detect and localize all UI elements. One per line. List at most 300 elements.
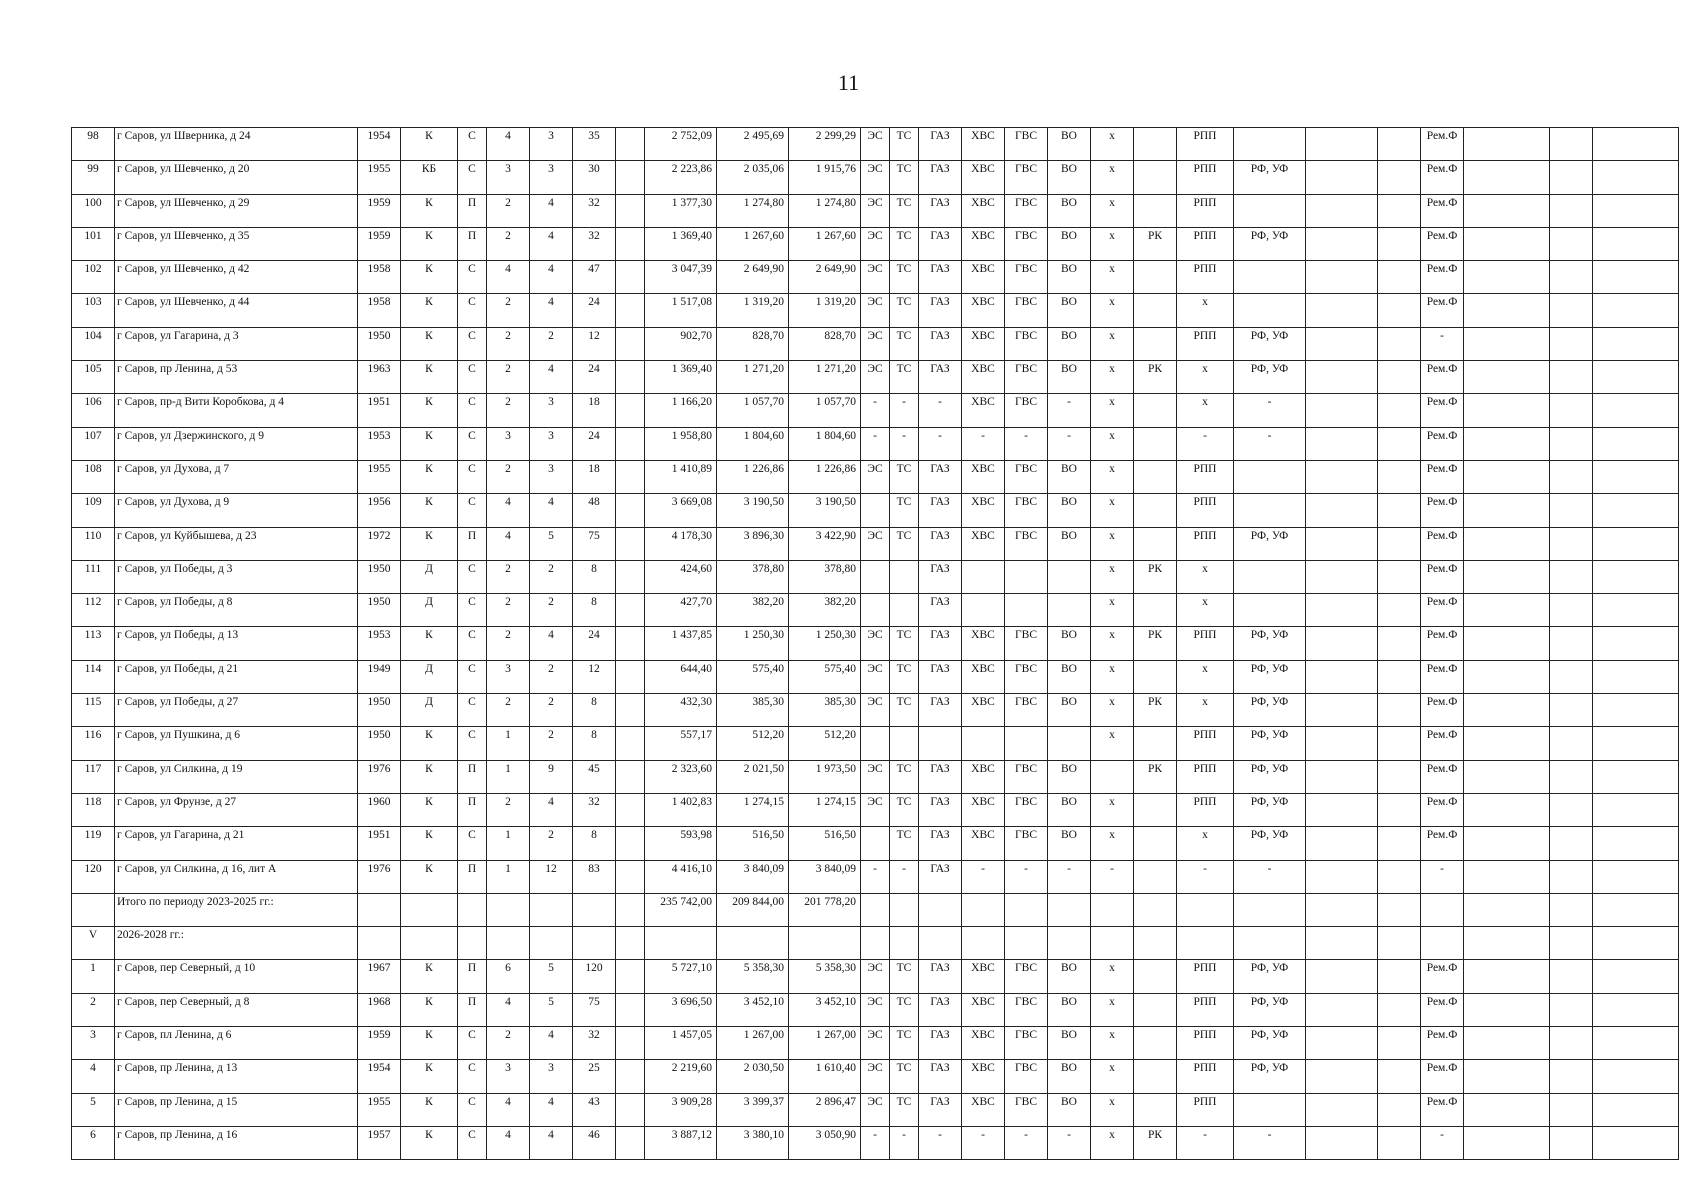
cell-area_total: 1 437,85 <box>645 627 717 660</box>
cell-x: х <box>1091 261 1134 294</box>
housing-registry-table <box>71 127 1679 1160</box>
cell-entrances: 4 <box>530 1093 573 1126</box>
cell-e3 <box>1593 860 1679 893</box>
cell-area_resid: 1 804,60 <box>789 427 861 460</box>
cell-remf: Рем.Ф <box>1421 427 1464 460</box>
cell-rk: РК <box>1134 627 1177 660</box>
cell-num: 106 <box>72 394 115 427</box>
cell-rf <box>1234 261 1306 294</box>
cell-e3 <box>1593 893 1679 926</box>
cell-hvs: ХВС <box>962 494 1005 527</box>
cell-address: г Саров, пр Ленина, д 16 <box>115 1126 358 1159</box>
cell-type: С <box>458 427 487 460</box>
cell-area_total: 644,40 <box>645 660 717 693</box>
cell-x: х <box>1091 494 1134 527</box>
cell-gaz: ГАЗ <box>919 527 962 560</box>
cell-area_total: 235 742,00 <box>645 893 717 926</box>
cell-wall: К <box>401 860 458 893</box>
cell-blank1 <box>616 460 645 493</box>
cell-remf: Рем.Ф <box>1421 194 1464 227</box>
cell-e1 <box>1464 1060 1550 1093</box>
cell-e3 <box>1593 261 1679 294</box>
cell-entrances: 4 <box>530 261 573 294</box>
cell-x: х <box>1091 394 1134 427</box>
cell-rk <box>1134 993 1177 1026</box>
cell-area_total: 2 223,86 <box>645 161 717 194</box>
cell-apartments: 32 <box>573 1027 616 1060</box>
cell-e1 <box>1464 893 1550 926</box>
cell-area_total: 2 752,09 <box>645 128 717 161</box>
cell-num: 103 <box>72 294 115 327</box>
cell-num: 111 <box>72 560 115 593</box>
cell-address: г Саров, пр Ленина, д 15 <box>115 1093 358 1126</box>
cell-es: ЭС <box>861 1060 890 1093</box>
table-row <box>72 793 1679 826</box>
cell-remf: Рем.Ф <box>1421 627 1464 660</box>
table-row <box>72 161 1679 194</box>
cell-es: ЭС <box>861 793 890 826</box>
cell-wall: К <box>401 261 458 294</box>
cell-apartments: 8 <box>573 560 616 593</box>
cell-gvs: ГВС <box>1005 960 1048 993</box>
cell-blank3 <box>1378 227 1421 260</box>
table-row <box>72 760 1679 793</box>
cell-blank3 <box>1378 793 1421 826</box>
cell-es: ЭС <box>861 161 890 194</box>
cell-entrances <box>530 927 573 960</box>
cell-x: х <box>1091 227 1134 260</box>
cell-area_total: 1 958,80 <box>645 427 717 460</box>
cell-floors: 4 <box>487 494 530 527</box>
cell-rpp: РПП <box>1177 960 1234 993</box>
cell-gvs: ГВС <box>1005 494 1048 527</box>
cell-entrances: 3 <box>530 128 573 161</box>
cell-area_resid: 3 422,90 <box>789 527 861 560</box>
cell-rk: РК <box>1134 560 1177 593</box>
cell-apartments: 46 <box>573 1126 616 1159</box>
cell-num: 117 <box>72 760 115 793</box>
cell-e1 <box>1464 194 1550 227</box>
cell-es: ЭС <box>861 128 890 161</box>
cell-ts: ТС <box>890 194 919 227</box>
cell-wall: К <box>401 460 458 493</box>
cell-e1 <box>1464 694 1550 727</box>
cell-gaz: ГАЗ <box>919 161 962 194</box>
cell-blank1 <box>616 727 645 760</box>
cell-rf: РФ, УФ <box>1234 227 1306 260</box>
cell-num: 109 <box>72 494 115 527</box>
cell-apartments: 24 <box>573 427 616 460</box>
cell-e1 <box>1464 960 1550 993</box>
cell-floors: 4 <box>487 993 530 1026</box>
cell-gvs: ГВС <box>1005 128 1048 161</box>
cell-ts: - <box>890 1126 919 1159</box>
cell-entrances: 3 <box>530 161 573 194</box>
cell-ts: ТС <box>890 460 919 493</box>
cell-rf <box>1234 560 1306 593</box>
cell-type <box>458 927 487 960</box>
cell-entrances: 4 <box>530 194 573 227</box>
cell-ts <box>890 927 919 960</box>
cell-hvs: ХВС <box>962 993 1005 1026</box>
cell-area_living: 3 840,09 <box>717 860 789 893</box>
cell-type: П <box>458 194 487 227</box>
cell-vo: ВО <box>1048 327 1091 360</box>
cell-es: ЭС <box>861 527 890 560</box>
cell-remf: Рем.Ф <box>1421 494 1464 527</box>
cell-rf: РФ, УФ <box>1234 694 1306 727</box>
cell-e2 <box>1550 494 1593 527</box>
cell-floors <box>487 927 530 960</box>
cell-blank2 <box>1306 427 1378 460</box>
cell-e3 <box>1593 161 1679 194</box>
cell-vo: - <box>1048 394 1091 427</box>
cell-wall: Д <box>401 660 458 693</box>
table-row <box>72 660 1679 693</box>
cell-area_resid: 1 915,76 <box>789 161 861 194</box>
cell-area_resid: 1 057,70 <box>789 394 861 427</box>
cell-e3 <box>1593 427 1679 460</box>
cell-blank1 <box>616 960 645 993</box>
cell-remf: Рем.Ф <box>1421 527 1464 560</box>
cell-area_total: 424,60 <box>645 560 717 593</box>
cell-wall: К <box>401 1126 458 1159</box>
cell-hvs: ХВС <box>962 128 1005 161</box>
cell-gaz: ГАЗ <box>919 227 962 260</box>
cell-hvs: ХВС <box>962 793 1005 826</box>
cell-e1 <box>1464 494 1550 527</box>
cell-rpp: РПП <box>1177 527 1234 560</box>
cell-gaz: ГАЗ <box>919 793 962 826</box>
cell-gvs <box>1005 727 1048 760</box>
cell-area_total: 3 669,08 <box>645 494 717 527</box>
cell-area_total <box>645 927 717 960</box>
cell-year: 1954 <box>358 1060 401 1093</box>
cell-apartments: 18 <box>573 460 616 493</box>
cell-apartments: 32 <box>573 227 616 260</box>
cell-hvs <box>962 927 1005 960</box>
cell-e2 <box>1550 993 1593 1026</box>
cell-vo <box>1048 727 1091 760</box>
cell-x: х <box>1091 327 1134 360</box>
cell-gaz: ГАЗ <box>919 494 962 527</box>
cell-type: С <box>458 1027 487 1060</box>
cell-num: 107 <box>72 427 115 460</box>
cell-apartments: 45 <box>573 760 616 793</box>
cell-e2 <box>1550 261 1593 294</box>
cell-apartments: 24 <box>573 361 616 394</box>
cell-es <box>861 927 890 960</box>
cell-remf: Рем.Ф <box>1421 161 1464 194</box>
cell-ts: ТС <box>890 494 919 527</box>
cell-num: 101 <box>72 227 115 260</box>
cell-x: х <box>1091 527 1134 560</box>
cell-floors: 1 <box>487 827 530 860</box>
cell-vo: ВО <box>1048 827 1091 860</box>
cell-num: 118 <box>72 793 115 826</box>
cell-area_resid: 512,20 <box>789 727 861 760</box>
cell-area_total: 557,17 <box>645 727 717 760</box>
cell-rpp: х <box>1177 827 1234 860</box>
cell-apartments: 75 <box>573 527 616 560</box>
cell-gaz: ГАЗ <box>919 993 962 1026</box>
cell-blank3 <box>1378 1060 1421 1093</box>
cell-type: П <box>458 527 487 560</box>
cell-year: 1958 <box>358 294 401 327</box>
cell-address: г Саров, пр Ленина, д 13 <box>115 1060 358 1093</box>
cell-x: - <box>1091 860 1134 893</box>
cell-area_living: 209 844,00 <box>717 893 789 926</box>
cell-blank3 <box>1378 494 1421 527</box>
cell-ts: ТС <box>890 161 919 194</box>
cell-wall: К <box>401 494 458 527</box>
cell-blank2 <box>1306 694 1378 727</box>
cell-area_living: 2 030,50 <box>717 1060 789 1093</box>
cell-remf: Рем.Ф <box>1421 1093 1464 1126</box>
cell-e2 <box>1550 793 1593 826</box>
cell-remf: - <box>1421 1126 1464 1159</box>
cell-gaz <box>919 893 962 926</box>
cell-blank2 <box>1306 760 1378 793</box>
cell-hvs: - <box>962 427 1005 460</box>
cell-year: 1958 <box>358 261 401 294</box>
cell-ts: ТС <box>890 760 919 793</box>
cell-area_resid: 2 299,29 <box>789 128 861 161</box>
cell-e2 <box>1550 227 1593 260</box>
cell-vo: ВО <box>1048 1060 1091 1093</box>
cell-rpp: х <box>1177 560 1234 593</box>
cell-blank2 <box>1306 827 1378 860</box>
cell-wall: К <box>401 128 458 161</box>
cell-year: 1976 <box>358 860 401 893</box>
cell-gaz: - <box>919 394 962 427</box>
cell-blank3 <box>1378 194 1421 227</box>
cell-rf <box>1234 128 1306 161</box>
cell-rk: РК <box>1134 361 1177 394</box>
cell-year: 1955 <box>358 1093 401 1126</box>
cell-num: 2 <box>72 993 115 1026</box>
cell-year: 1959 <box>358 194 401 227</box>
cell-wall: К <box>401 960 458 993</box>
cell-vo: ВО <box>1048 361 1091 394</box>
cell-gvs <box>1005 594 1048 627</box>
cell-wall: К <box>401 760 458 793</box>
cell-blank1 <box>616 927 645 960</box>
cell-address: г Саров, пр-д Вити Коробкова, д 4 <box>115 394 358 427</box>
cell-area_resid: 3 840,09 <box>789 860 861 893</box>
cell-x: х <box>1091 560 1134 593</box>
cell-floors: 2 <box>487 327 530 360</box>
cell-apartments: 48 <box>573 494 616 527</box>
cell-floors: 3 <box>487 427 530 460</box>
cell-wall: КБ <box>401 161 458 194</box>
cell-x: х <box>1091 161 1134 194</box>
cell-hvs <box>962 727 1005 760</box>
cell-remf: Рем.Ф <box>1421 760 1464 793</box>
cell-gaz: ГАЗ <box>919 660 962 693</box>
cell-e1 <box>1464 261 1550 294</box>
cell-gvs <box>1005 560 1048 593</box>
cell-floors: 4 <box>487 1126 530 1159</box>
cell-blank3 <box>1378 760 1421 793</box>
cell-rf <box>1234 1093 1306 1126</box>
cell-e3 <box>1593 927 1679 960</box>
cell-area_living: 1 226,86 <box>717 460 789 493</box>
cell-hvs: ХВС <box>962 760 1005 793</box>
cell-address: г Саров, ул Победы, д 21 <box>115 660 358 693</box>
cell-blank1 <box>616 527 645 560</box>
cell-floors: 2 <box>487 594 530 627</box>
cell-blank3 <box>1378 860 1421 893</box>
cell-e2 <box>1550 694 1593 727</box>
cell-rpp: х <box>1177 294 1234 327</box>
cell-e1 <box>1464 327 1550 360</box>
cell-apartments: 12 <box>573 660 616 693</box>
cell-area_resid: 5 358,30 <box>789 960 861 993</box>
cell-year: 1954 <box>358 128 401 161</box>
cell-gvs: ГВС <box>1005 660 1048 693</box>
cell-address: г Саров, ул Победы, д 27 <box>115 694 358 727</box>
cell-x: х <box>1091 993 1134 1026</box>
cell-gaz: ГАЗ <box>919 860 962 893</box>
cell-area_total: 1 377,30 <box>645 194 717 227</box>
cell-vo: ВО <box>1048 1027 1091 1060</box>
cell-hvs: ХВС <box>962 161 1005 194</box>
cell-floors: 3 <box>487 660 530 693</box>
cell-gvs: ГВС <box>1005 460 1048 493</box>
cell-address: г Саров, ул Шевченко, д 20 <box>115 161 358 194</box>
cell-vo: ВО <box>1048 460 1091 493</box>
cell-area_resid: 382,20 <box>789 594 861 627</box>
cell-hvs: ХВС <box>962 227 1005 260</box>
cell-x: х <box>1091 361 1134 394</box>
cell-e1 <box>1464 993 1550 1026</box>
cell-es: - <box>861 1126 890 1159</box>
cell-rf: РФ, УФ <box>1234 993 1306 1026</box>
cell-rf <box>1234 294 1306 327</box>
cell-blank3 <box>1378 261 1421 294</box>
cell-rpp: РПП <box>1177 793 1234 826</box>
cell-num <box>72 893 115 926</box>
cell-rk <box>1134 494 1177 527</box>
cell-blank3 <box>1378 960 1421 993</box>
cell-es <box>861 560 890 593</box>
cell-type <box>458 893 487 926</box>
cell-area_living: 1 274,80 <box>717 194 789 227</box>
cell-floors: 2 <box>487 694 530 727</box>
cell-blank1 <box>616 694 645 727</box>
cell-address: г Саров, ул Шевченко, д 35 <box>115 227 358 260</box>
cell-rk <box>1134 727 1177 760</box>
cell-year: 1957 <box>358 1126 401 1159</box>
cell-ts: - <box>890 860 919 893</box>
cell-e1 <box>1464 1027 1550 1060</box>
cell-rf: - <box>1234 394 1306 427</box>
cell-floors: 2 <box>487 361 530 394</box>
cell-rk <box>1134 161 1177 194</box>
cell-floors: 4 <box>487 261 530 294</box>
cell-e1 <box>1464 394 1550 427</box>
cell-rpp: РПП <box>1177 161 1234 194</box>
cell-gaz: ГАЗ <box>919 361 962 394</box>
cell-area_total: 2 323,60 <box>645 760 717 793</box>
cell-blank2 <box>1306 560 1378 593</box>
cell-x <box>1091 760 1134 793</box>
cell-e3 <box>1593 460 1679 493</box>
cell-e3 <box>1593 793 1679 826</box>
cell-rf <box>1234 194 1306 227</box>
cell-blank2 <box>1306 327 1378 360</box>
cell-rf: РФ, УФ <box>1234 760 1306 793</box>
cell-floors: 1 <box>487 727 530 760</box>
cell-vo <box>1048 927 1091 960</box>
cell-area_living: 1 267,00 <box>717 1027 789 1060</box>
cell-floors: 2 <box>487 627 530 660</box>
cell-rk <box>1134 427 1177 460</box>
cell-rpp: РПП <box>1177 494 1234 527</box>
cell-gaz: ГАЗ <box>919 827 962 860</box>
cell-area_total: 3 887,12 <box>645 1126 717 1159</box>
cell-apartments: 25 <box>573 1060 616 1093</box>
cell-blank3 <box>1378 327 1421 360</box>
cell-rf: - <box>1234 427 1306 460</box>
cell-area_living: 2 649,90 <box>717 261 789 294</box>
cell-area_living: 1 267,60 <box>717 227 789 260</box>
cell-blank3 <box>1378 1126 1421 1159</box>
cell-hvs <box>962 560 1005 593</box>
cell-rf: РФ, УФ <box>1234 1060 1306 1093</box>
cell-year: 1955 <box>358 161 401 194</box>
cell-rpp: РПП <box>1177 1060 1234 1093</box>
cell-apartments: 8 <box>573 827 616 860</box>
cell-apartments: 83 <box>573 860 616 893</box>
cell-e2 <box>1550 594 1593 627</box>
cell-wall: К <box>401 394 458 427</box>
cell-rf: РФ, УФ <box>1234 527 1306 560</box>
table-row <box>72 560 1679 593</box>
cell-area_living: 575,40 <box>717 660 789 693</box>
cell-area_resid: 1 271,20 <box>789 361 861 394</box>
cell-num: V <box>72 927 115 960</box>
cell-e2 <box>1550 960 1593 993</box>
cell-rk <box>1134 261 1177 294</box>
cell-floors <box>487 893 530 926</box>
cell-num: 112 <box>72 594 115 627</box>
cell-vo: ВО <box>1048 793 1091 826</box>
cell-es: ЭС <box>861 1027 890 1060</box>
cell-hvs <box>962 893 1005 926</box>
cell-rpp: РПП <box>1177 1093 1234 1126</box>
cell-num: 110 <box>72 527 115 560</box>
cell-blank2 <box>1306 627 1378 660</box>
cell-wall: К <box>401 194 458 227</box>
cell-remf: Рем.Ф <box>1421 460 1464 493</box>
cell-apartments: 8 <box>573 727 616 760</box>
cell-e1 <box>1464 827 1550 860</box>
cell-x: х <box>1091 694 1134 727</box>
cell-area_total: 3 909,28 <box>645 1093 717 1126</box>
cell-wall: К <box>401 1093 458 1126</box>
cell-entrances: 9 <box>530 760 573 793</box>
cell-gvs: - <box>1005 1126 1048 1159</box>
cell-blank1 <box>616 161 645 194</box>
cell-blank2 <box>1306 394 1378 427</box>
cell-year: 1967 <box>358 960 401 993</box>
cell-address: г Саров, ул Гагарина, д 21 <box>115 827 358 860</box>
cell-blank1 <box>616 361 645 394</box>
cell-rk <box>1134 460 1177 493</box>
cell-gaz: ГАЗ <box>919 694 962 727</box>
